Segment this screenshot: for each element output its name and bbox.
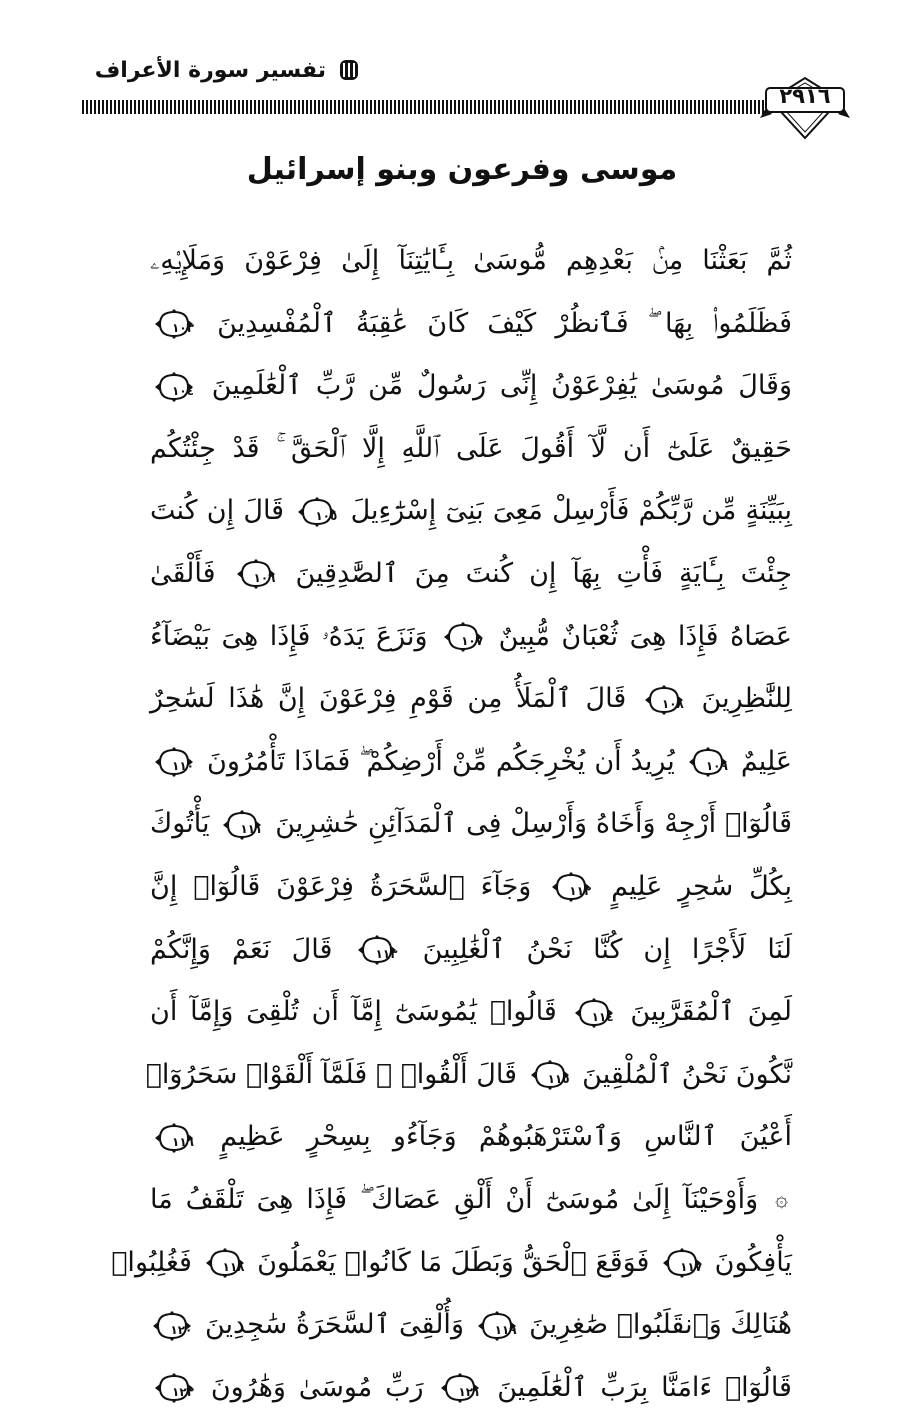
verse-text: يَأْتُوكَ (150, 808, 210, 840)
ayah-number: ١٠٩ (705, 759, 728, 774)
ayah-number: ١٢٠ (170, 1322, 193, 1337)
verse-text: قَالَ إِن كُنتَ (150, 495, 285, 527)
verse-line (150, 981, 792, 1044)
verse-text: قَالَ أَلْقُوا۟ ۖ فَلَمَّآ أَلْقَوْا۟ سَحَرُوٓا۟ (145, 1058, 517, 1090)
verse-line (150, 480, 792, 543)
ayah-number-marker (154, 372, 194, 402)
ayah-number-marker (222, 810, 262, 840)
ornament-icon (338, 57, 360, 83)
verse-text: قَالَ ٱلْمَلَأُ مِن قَوْمِ فِرْعَوْنَ إِنَّ هَٰذَا لَسَٰحِرٌ (150, 683, 627, 715)
verse-text: ثُمَّ بَعَثْنَا مِنۢ بَعْدِهِم مُّوسَىٰ بِـَٔايَٰتِنَآ إِلَىٰ فِرْعَوْنَ وَمَلَإِي۟هِۦ (150, 245, 792, 276)
verse-line (150, 793, 792, 856)
page-number-badge (762, 74, 848, 146)
verse-text: وَجَآءَ ٱلسَّحَرَةُ فِرْعَوْنَ قَالُوٓا۟ إِنَّ (150, 870, 532, 902)
ayah-number: ١١١ (240, 821, 263, 836)
verse-text: فَأَلْقَىٰ (150, 557, 216, 589)
ayah-number: ١٠٣ (172, 321, 194, 336)
verse-line (150, 731, 792, 794)
verse-text: وَأَوْحَيْنَآ إِلَىٰ مُوسَىٰٓ أَنْ أَلْقِ عَصَاكَ ۖ فَإِذَا هِىَ تَلْقَفُ مَا (150, 1183, 759, 1215)
verse-line (150, 355, 792, 418)
verse-text: قَالُوٓا۟ ءَامَنَّا بِرَبِّ ٱلْعَٰلَمِينَ (497, 1371, 792, 1403)
ayah-number-marker (574, 998, 614, 1028)
verse-text: يُرِيدُ أَن يُخْرِجَكُم مِّنْ أَرْضِكُمْ ۖ فَمَاذَا تَأْمُرُونَ (207, 745, 675, 777)
verse-line (111, 1232, 792, 1295)
verse-text: عَلِيمٌ (740, 745, 792, 777)
ayah-number: ١١٢ (569, 884, 592, 899)
verse-line (150, 418, 792, 481)
ayah-number-marker (551, 872, 591, 902)
verse-text: فَظَلَمُوا۟ بِهَا ۖ فَٱنظُرْ كَيْفَ كَانَ عَٰقِبَةُ ٱلْمُفْسِدِينَ (217, 307, 792, 339)
verse-text: جِئْتَ بِـَٔايَةٍ فَأْتِ بِهَآ إِن كُنتَ مِنَ ٱلصَّٰدِقِينَ (295, 557, 792, 589)
ayah-number-marker (152, 1311, 192, 1341)
ayah-number: ١٢١ (458, 1385, 481, 1400)
ayah-number-marker (662, 1248, 702, 1278)
verse-text: قَالَ نَعَمْ وَإِنَّكُمْ (150, 933, 333, 965)
ayah-number-marker (688, 747, 728, 777)
ayah-number-marker (154, 1373, 194, 1403)
verse-text: قَالُوا۟ يَٰمُوسَىٰٓ إِمَّآ أَن تُلْقِىَ وَإِمَّآ أَن (150, 996, 557, 1028)
verse-line (150, 606, 792, 669)
verse-text: نَّكُونَ نَحْنُ ٱلْمُلْقِينَ (582, 1058, 792, 1090)
verse-text: وَقَالَ مُوسَىٰ يَٰفِرْعَوْنُ إِنِّى رَسُولٌ مِّن رَّبِّ ٱلْعَٰلَمِينَ (211, 370, 792, 402)
verse-text: لِلنَّٰظِرِينَ (701, 683, 792, 715)
verse-line (150, 668, 792, 731)
ayah-number-marker (644, 685, 684, 715)
verse-line (150, 919, 792, 982)
ayah-number-marker (154, 309, 194, 339)
ayah-number: ١١٧ (680, 1260, 703, 1274)
verse-line (150, 1106, 792, 1169)
verse-text: أَعْيُنَ ٱلنَّاسِ وَٱسْتَرْهَبُوهُمْ وَجَآءُو بِسِحْرٍ عَظِيمٍ (220, 1121, 792, 1153)
ayah-number: ١٢٢ (172, 1385, 194, 1400)
ayah-number: ١٠٨ (661, 696, 684, 711)
verse-text: رَبِّ مُوسَىٰ وَهَٰرُونَ (210, 1371, 424, 1403)
verse-line (150, 1169, 792, 1232)
ayah-number: ١٠٧ (461, 634, 484, 649)
verse-text: بِكُلِّ سَٰحِرٍ عَلِيمٍ (611, 870, 792, 902)
verse-block (111, 230, 792, 1419)
verse-line (150, 856, 792, 919)
ayah-number: ١١٤ (591, 1009, 614, 1024)
verse-text: وَأُلْقِىَ ٱلسَّحَرَةُ سَٰجِدِينَ (204, 1309, 464, 1341)
section-title: موسى وفرعون وبنو إسرائيل (246, 152, 678, 187)
verse-line (145, 1044, 792, 1107)
verse-text: حَقِيقٌ عَلَىٰٓ أَن لَّآ أَقُولَ عَلَى ٱللَّهِ إِلَّا ٱلْحَقَّ ۚ قَدْ جِئْتُكُم (150, 432, 792, 464)
ayah-number: ١١٥ (547, 1072, 570, 1087)
ayah-number: ١١٠ (172, 759, 194, 774)
running-head (94, 48, 360, 92)
page-number: ٢٩١٦ (779, 84, 831, 108)
ayah-number-marker (297, 497, 337, 527)
ayah-number-marker (443, 622, 483, 652)
ayah-number-marker (357, 935, 397, 965)
ayah-number-marker (477, 1311, 517, 1341)
verse-line (150, 293, 792, 356)
ayah-number: ١١٩ (494, 1322, 517, 1337)
ayah-number-marker (440, 1373, 480, 1403)
verse-text: عَصَاهُ فَإِذَا هِىَ ثُعْبَانٌ مُّبِينٌ (498, 620, 792, 652)
verse-text: لَنَا لَأَجْرًا إِن كُنَّا نَحْنُ ٱلْغَٰلِبِينَ (422, 933, 792, 965)
ayah-number-marker (154, 1123, 194, 1153)
verse-text: فَغُلِبُوا۟ (111, 1246, 192, 1278)
verse-text: بِبَيِّنَةٍ مِّن رَّبِّكُمْ فَأَرْسِلْ مَعِىَ بَنِىٓ إِسْرَٰٓءِيلَ (350, 495, 792, 527)
ayah-number: ١٠٤ (172, 383, 194, 398)
ayah-number-marker (205, 1248, 245, 1278)
ayah-number: ١١٣ (375, 947, 398, 962)
verse-line (150, 230, 792, 293)
hizb-star-icon: ۞ (775, 1187, 788, 1213)
ayah-number-marker (154, 747, 194, 777)
ayah-number: ١١٨ (222, 1260, 245, 1274)
verse-line (150, 1357, 792, 1419)
verse-line (150, 1294, 792, 1357)
ayah-number: ١١٦ (172, 1134, 194, 1149)
ayah-number-marker (236, 559, 276, 589)
ayah-number-marker (530, 1060, 570, 1090)
verse-text: فَوَقَعَ ٱلْحَقُّ وَبَطَلَ مَا كَانُوا۟ يَعْمَلُونَ (257, 1246, 650, 1278)
header-rule (82, 100, 764, 114)
ayah-number: ١٠٦ (253, 571, 276, 586)
verse-text: يَأْفِكُونَ (714, 1246, 792, 1278)
verse-text: هُنَالِكَ وَٱنقَلَبُوا۟ صَٰغِرِينَ (529, 1309, 792, 1341)
verse-text: قَالُوٓا۟ أَرْجِهْ وَأَخَاهُ وَأَرْسِلْ فِى ٱلْمَدَآئِنِ حَٰشِرِينَ (275, 808, 792, 840)
verse-text: لَمِنَ ٱلْمُقَرَّبِينَ (630, 996, 792, 1028)
surah-title: تفسير سورة الأعراف (94, 57, 326, 83)
verse-text: وَنَزَعَ يَدَهُۥ فَإِذَا هِىَ بَيْضَآءُ (150, 620, 428, 652)
ayah-number: ١٠٥ (315, 508, 338, 523)
verse-line (150, 543, 792, 606)
